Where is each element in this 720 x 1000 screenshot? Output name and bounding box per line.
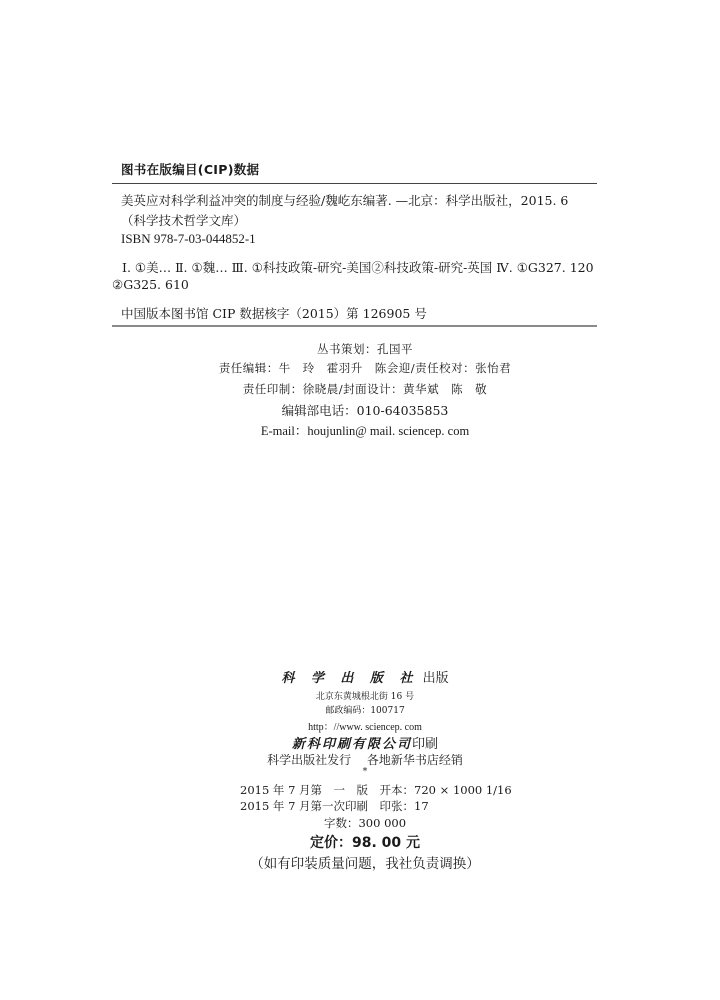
editors-credit: 责任编辑：牛 玲 霍羽升 陈会迎/责任校对：张怡君 (218, 361, 512, 375)
publisher-suffix: 出版 (422, 671, 449, 686)
price: 定价：98. 00 元 (309, 835, 421, 851)
cip-classification-line-2: ②G325. 610 (112, 277, 189, 292)
series-planning-credit: 丛书策划：孔国平 (317, 342, 413, 356)
publisher-address: 北京东黄城根北街 16 号 (315, 692, 415, 702)
printer-suffix: 印刷 (412, 737, 439, 752)
top-rule-divider (112, 183, 597, 184)
bottom-rule-divider (112, 325, 597, 327)
cip-heading: 图书在版编目(CIP)数据 (121, 162, 260, 177)
cip-verification-number: 中国版本图书馆 CIP 数据核字（2015）第 126905 号 (121, 306, 427, 321)
editorial-email: E-mail：houjunlin@ mail. sciencep. com (260, 424, 470, 438)
publisher-website: http：//www. sciencep. com (308, 722, 422, 733)
printer-name: 新科印刷有限公司 (291, 737, 412, 752)
editorial-phone: 编辑部电话：010-64035853 (281, 403, 449, 418)
printer-line (0, 733, 720, 752)
publisher-name: 科 学 出 版 社 (281, 671, 419, 686)
cip-series-line: （科学技术哲学文库） (121, 213, 247, 228)
cip-isbn: ISBN 978-7-03-044852-1 (121, 231, 256, 246)
separator-star: * (362, 767, 368, 777)
cip-classification-line-1: Ⅰ. ①美… Ⅱ. ①魏… Ⅲ. ①科技政策-研究-美国②科技政策-研究-英国 Ⅳ. ①G327. 120 (122, 260, 594, 275)
printing-design-credit: 责任印制：徐晓晨/封面设计：黄华斌 陈 敬 (242, 382, 488, 396)
quality-notice: （如有印装质量问题，我社负责调换） (250, 856, 480, 872)
distribution-line: 科学出版社发行 各地新华书店经销 (267, 753, 463, 767)
cip-title-line: 美英应对科学利益冲突的制度与经验/魏屹东编著. —北京：科学出版社，2015. 6 (121, 193, 569, 208)
publisher-postcode: 邮政编码：100717 (325, 706, 405, 716)
publisher-line (0, 667, 720, 686)
printing-line: 2015 年 7 月第一次印刷 印张：17 (240, 799, 429, 813)
word-count: 字数：300 000 (323, 816, 407, 830)
edition-line: 2015 年 7 月第 一 版 开本：720 × 1000 1/16 (240, 783, 512, 797)
